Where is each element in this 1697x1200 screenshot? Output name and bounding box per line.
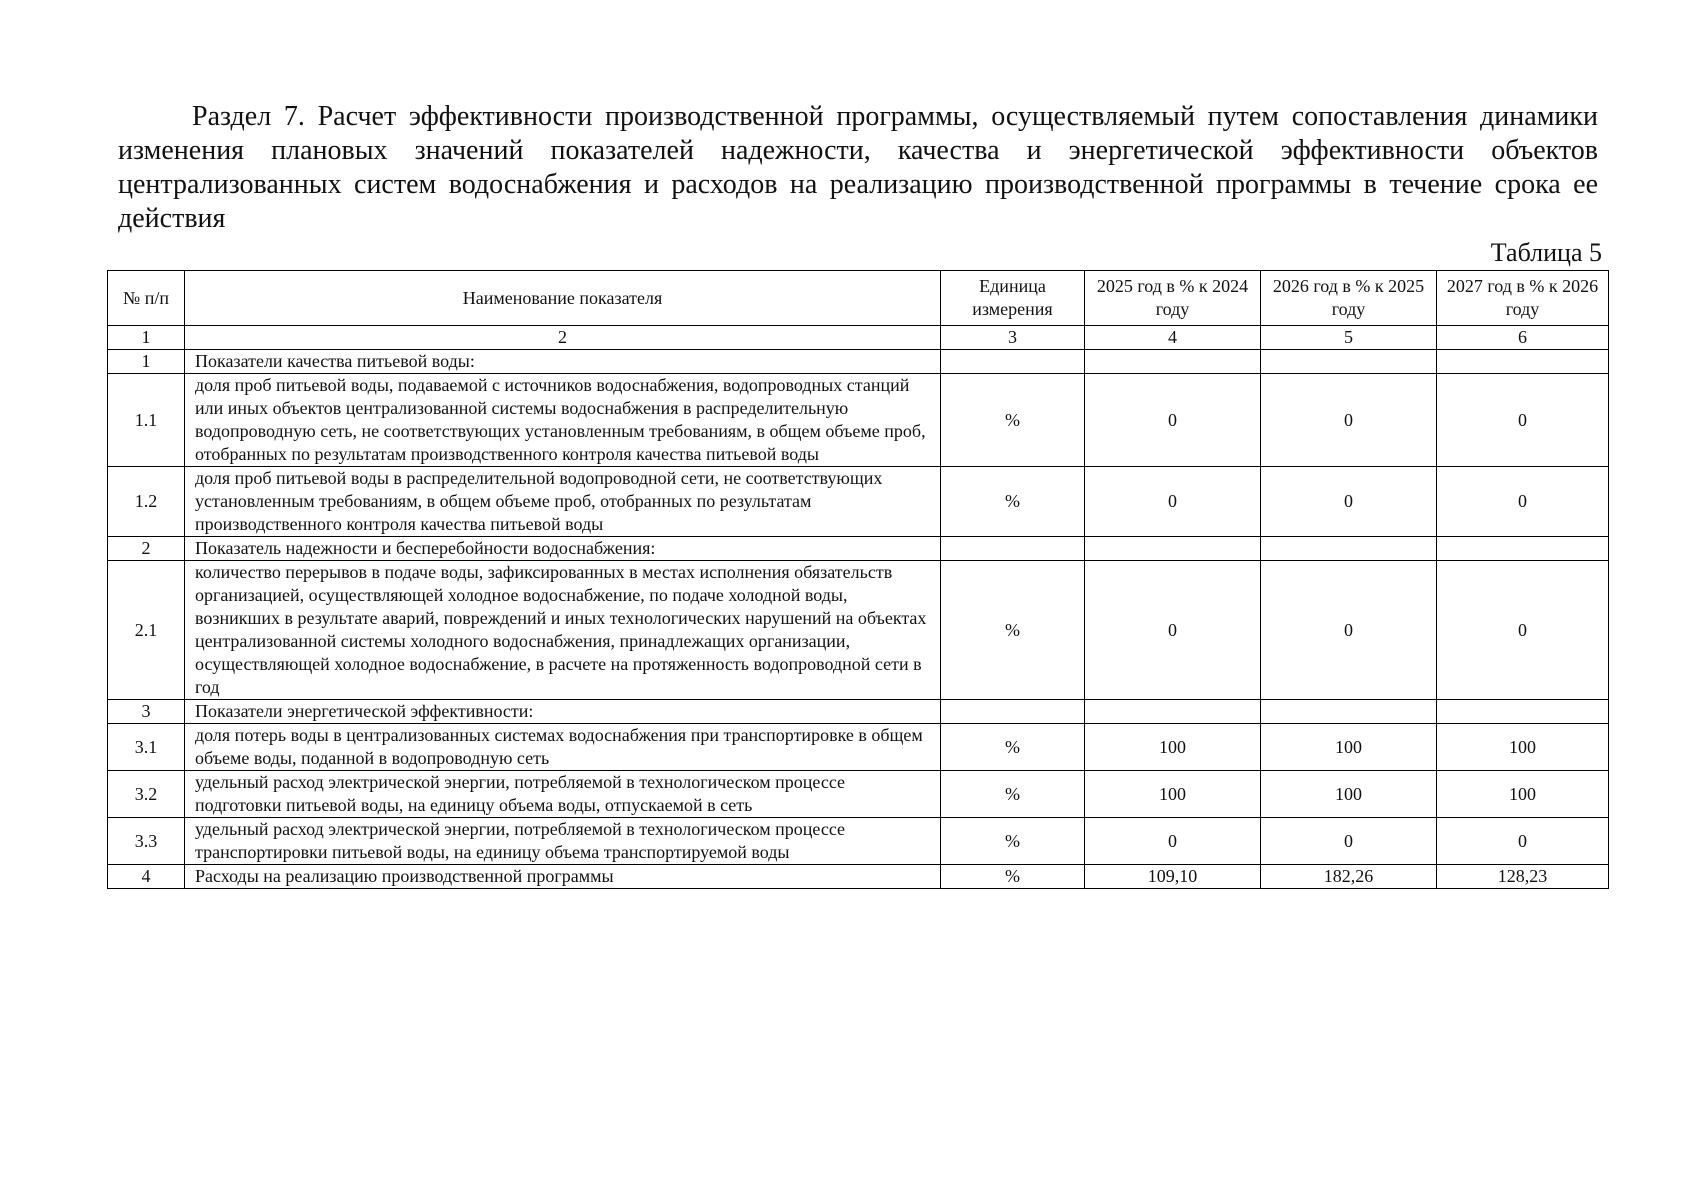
unit-cell: % [941,771,1085,818]
column-number: 5 [1261,326,1437,350]
value-2026 [1261,350,1437,374]
value-2026: 100 [1261,771,1437,818]
table-row [108,700,1609,724]
unit-cell: % [941,724,1085,771]
unit-cell: % [941,374,1085,467]
value-2025 [1085,700,1261,724]
row-number: 3 [108,700,185,724]
column-header: 2026 год в % к 2025 году [1261,271,1437,326]
column-number: 6 [1437,326,1609,350]
row-number: 2 [108,537,185,561]
value-2025: 100 [1085,724,1261,771]
indicator-name: Расходы на реализацию производственной программы [185,865,941,889]
table-row [108,537,1609,561]
column-header: Наименование показателя [185,271,941,326]
column-number: 4 [1085,326,1261,350]
value-2025: 0 [1085,467,1261,537]
value-2027: 0 [1437,467,1609,537]
value-2025: 109,10 [1085,865,1261,889]
indicator-name: доля потерь воды в централизованных системах водоснабжения при транспортировке в общем объеме воды, поданной в водопроводную сеть [185,724,941,771]
indicator-name: Показатели качества питьевой воды: [185,350,941,374]
unit-cell: % [941,865,1085,889]
value-2025 [1085,537,1261,561]
value-2027: 0 [1437,561,1609,700]
column-number: 3 [941,326,1085,350]
value-2027: 0 [1437,818,1609,865]
indicators-table [107,270,1609,889]
value-2026: 100 [1261,724,1437,771]
value-2025: 0 [1085,818,1261,865]
unit-cell [941,700,1085,724]
indicator-name: количество перерывов в подаче воды, зафиксированных в местах исполнения обязательств организацией, осуществляющей холодное водоснабжение, по подаче холодной воды, возникших в результате аварий, повреждений и иных технологических нарушений на объектах централизованной системы холодного водоснабжения, принадлежащих организации, осуществляющей холодное водоснабжение, в расчете на протяженность водопроводной сети в год [185,561,941,700]
row-number: 1 [108,350,185,374]
value-2025: 0 [1085,561,1261,700]
table-row [108,771,1609,818]
value-2026: 182,26 [1261,865,1437,889]
column-header: № п/п [108,271,185,326]
table-caption: Таблица 5 [1490,238,1602,267]
value-2025: 0 [1085,374,1261,467]
row-number: 3.2 [108,771,185,818]
unit-cell: % [941,818,1085,865]
column-number: 1 [108,326,185,350]
value-2027: 100 [1437,771,1609,818]
unit-cell: % [941,561,1085,700]
table-row [108,374,1609,467]
value-2027: 100 [1437,724,1609,771]
header-row [108,271,1609,326]
column-header: Единица измерения [941,271,1085,326]
column-header: 2025 год в % к 2024 году [1085,271,1261,326]
column-number-row [108,326,1609,350]
unit-cell [941,537,1085,561]
indicator-name: доля проб питьевой воды в распределительной водопроводной сети, не соответствующих установленным требованиям, в общем объеме проб, отобранных по результатам производственного контроля качества питьевой воды [185,467,941,537]
row-number: 1.2 [108,467,185,537]
value-2026 [1261,537,1437,561]
table-row [108,467,1609,537]
table-row [108,724,1609,771]
unit-cell [941,350,1085,374]
row-number: 4 [108,865,185,889]
indicator-name: удельный расход электрической энергии, потребляемой в технологическом процессе подготовки питьевой воды, на единицу объема воды, отпускаемой в сеть [185,771,941,818]
value-2027 [1437,700,1609,724]
table-row [108,350,1609,374]
value-2025: 100 [1085,771,1261,818]
table-row [108,561,1609,700]
unit-cell: % [941,467,1085,537]
value-2026: 0 [1261,818,1437,865]
indicator-name: Показатели энергетической эффективности: [185,700,941,724]
section-heading: Раздел 7. Расчет эффективности производственной программы, осуществляемый путем сопоставления динамики изменения плановых значений показателей надежности, качества и энергетической эффективности объектов централизованных систем водоснабжения и расходов на реализацию производственной программы в течение срока ее действия [118,101,1598,234]
table-row [108,818,1609,865]
row-number: 1.1 [108,374,185,467]
value-2027 [1437,537,1609,561]
value-2025 [1085,350,1261,374]
value-2026: 0 [1261,561,1437,700]
value-2026: 0 [1261,374,1437,467]
indicator-name: удельный расход электрической энергии, потребляемой в технологическом процессе транспортировки питьевой воды, на единицу объема транспортируемой воды [185,818,941,865]
value-2027: 0 [1437,374,1609,467]
value-2027 [1437,350,1609,374]
row-number: 3.3 [108,818,185,865]
table-row [108,865,1609,889]
value-2027: 128,23 [1437,865,1609,889]
row-number: 3.1 [108,724,185,771]
column-number: 2 [185,326,941,350]
indicator-name: Показатель надежности и бесперебойности водоснабжения: [185,537,941,561]
value-2026: 0 [1261,467,1437,537]
value-2026 [1261,700,1437,724]
column-header: 2027 год в % к 2026 году [1437,271,1609,326]
indicator-name: доля проб питьевой воды, подаваемой с источников водоснабжения, водопроводных станций или иных объектов централизованной системы водоснабжения в распределительную водопроводную сеть, не соответствующих установленным требованиям, в общем объеме проб, отобранных по результатам производственного контроля качества питьевой воды [185,374,941,467]
row-number: 2.1 [108,561,185,700]
